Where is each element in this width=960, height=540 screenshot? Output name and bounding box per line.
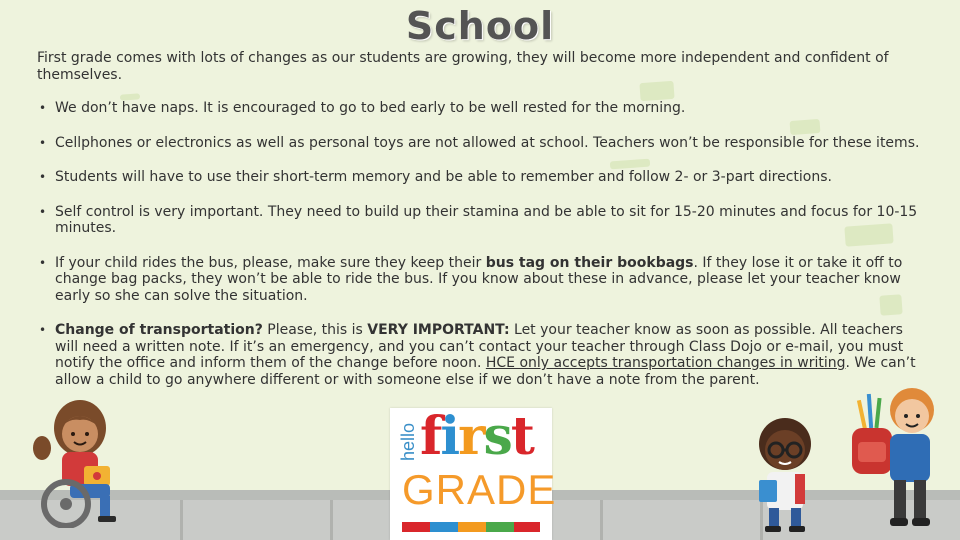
logo-color-bar [458, 522, 486, 532]
floor-tile [180, 500, 183, 540]
logo-grade-word: GRADE [402, 466, 557, 513]
logo-color-bar [402, 522, 430, 532]
bullet-cellphones: • Cellphones or electronics as well as personal toys are not allowed at school. Teachers won’t be responsible for these items. [37, 135, 927, 152]
bullet-naps: • We don’t have naps. It is encouraged to go to bed early to be well rested for the morning. [37, 100, 927, 117]
floor-tile [330, 500, 333, 540]
logo-first-letter: t [510, 406, 533, 467]
bullet-bus [37, 255, 927, 305]
logo-first-word [420, 406, 533, 467]
bus-tag-emphasis: bus tag on their bookbags [485, 254, 694, 271]
hello-first-grade-logo [390, 406, 557, 540]
logo-first-letter: s [483, 406, 511, 467]
bullet-list [37, 100, 927, 388]
boy-with-glasses-illustration [745, 408, 825, 533]
logo-first-letter: f [420, 406, 441, 467]
transportation-heading: Change of transportation? [55, 322, 263, 338]
bullet-self-control: • Self control is very important. They need to build up their stamina and be able to sit for 15-20 minutes and focus for 10-15 minutes. [37, 204, 927, 237]
floor-tile [600, 500, 603, 540]
writing-policy-underlined: HCE only accepts transportation changes in writing [485, 355, 846, 371]
transportation-text-2: Let your teacher know as soon as possible. All teachers will need a written note. If it’s an emergency, and you can’t contact your teacher through Class Dojo or e-mail, you must notify the office and inform them of the change before noon. [55, 322, 904, 371]
intro-paragraph: First grade comes with lots of changes as our students are growing, they will become more independent and confident of themselves. [37, 50, 889, 83]
logo-hello-text: hello [398, 422, 418, 462]
bullet-memory: • Students will have to use their short-term memory and be able to remember and follow 2- or 3-part directions. [37, 169, 927, 186]
transportation-text-3: . We can’t allow a child to go anywhere different or with someone else if we don’t have a note from the parent. [55, 355, 916, 388]
logo-color-bar [486, 522, 514, 532]
very-important-emphasis: VERY IMPORTANT: [367, 322, 510, 338]
girl-wheelchair-illustration [28, 396, 138, 528]
logo-color-bar [430, 522, 458, 532]
logo-first-letter: r [458, 406, 484, 467]
boy-with-backpack-illustration [842, 380, 946, 532]
bus-text-pre: If your child rides the bus, please, make sure they keep their [55, 254, 486, 271]
bus-text-post: . If they lose it or take it off to change bag packs, they won’t be able to ride the bus. If you know about these in advance, please let your teacher know early so she can solve the situation. [55, 254, 903, 304]
logo-first-letter: i [440, 406, 459, 467]
bullet-transportation [37, 322, 927, 388]
page-title: School [405, 4, 555, 48]
transportation-text-1: Please, this is [262, 322, 368, 338]
logo-color-bar [514, 522, 540, 532]
